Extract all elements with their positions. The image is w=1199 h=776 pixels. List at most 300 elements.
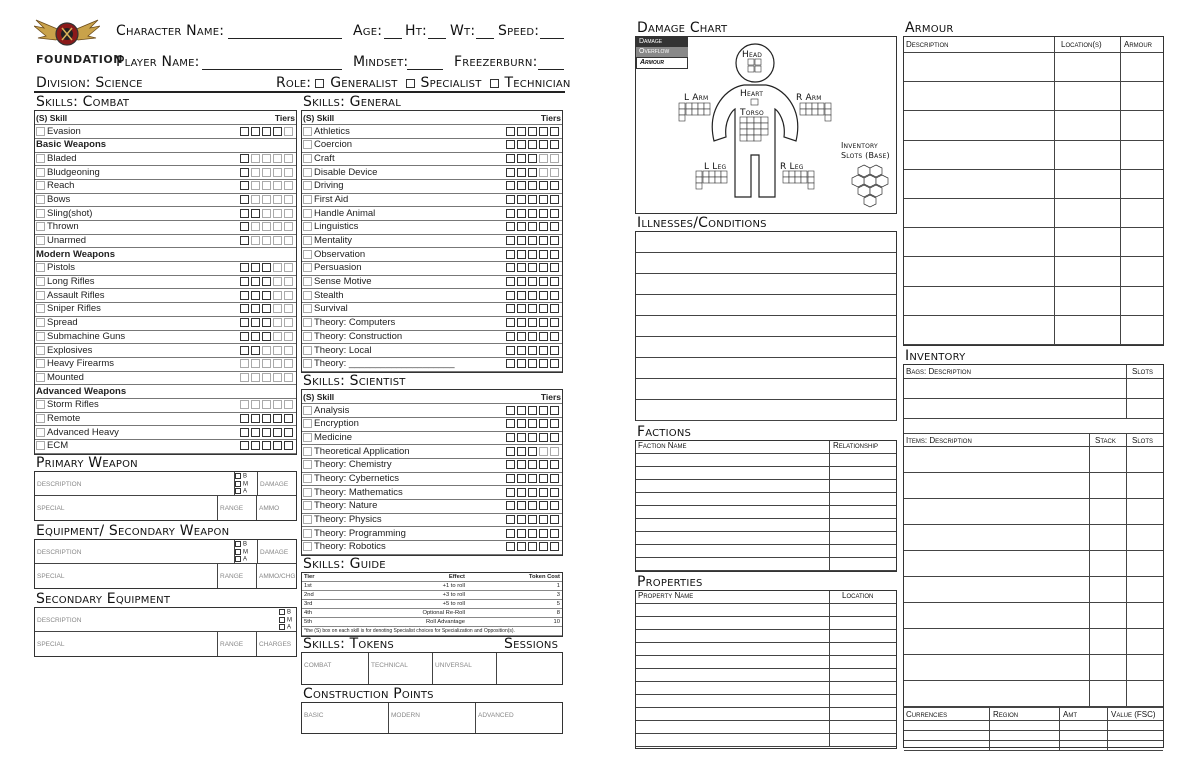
tier-checkbox[interactable] bbox=[262, 181, 271, 190]
tier-checkbox[interactable] bbox=[273, 332, 282, 341]
tier-checkbox[interactable] bbox=[528, 447, 537, 456]
tier-checkbox[interactable] bbox=[251, 222, 260, 231]
table-cell[interactable] bbox=[1090, 655, 1127, 680]
specialist-checkbox[interactable] bbox=[303, 140, 312, 149]
table-cell[interactable] bbox=[904, 141, 1055, 169]
tier-checkbox[interactable] bbox=[550, 488, 559, 497]
condition-line[interactable] bbox=[636, 274, 896, 295]
table-cell[interactable] bbox=[904, 447, 1090, 472]
table-cell[interactable] bbox=[1127, 681, 1163, 706]
tier-checkbox[interactable] bbox=[251, 332, 260, 341]
table-cell[interactable] bbox=[1108, 741, 1163, 750]
table-cell[interactable] bbox=[636, 682, 830, 694]
table-cell[interactable] bbox=[830, 493, 896, 505]
tier-checkbox[interactable] bbox=[528, 318, 537, 327]
table-cell[interactable] bbox=[636, 669, 830, 681]
tier-checkbox[interactable] bbox=[550, 332, 559, 341]
specialist-checkbox[interactable] bbox=[303, 488, 312, 497]
table-cell[interactable] bbox=[904, 399, 1127, 418]
secondary-b-checkbox[interactable] bbox=[279, 609, 285, 615]
tier-checkbox[interactable] bbox=[240, 236, 249, 245]
tier-checkbox[interactable] bbox=[251, 168, 260, 177]
tier-checkbox[interactable] bbox=[240, 277, 249, 286]
primary-m-checkbox[interactable] bbox=[235, 481, 241, 487]
table-cell[interactable] bbox=[1090, 525, 1127, 550]
specialist-checkbox[interactable] bbox=[303, 406, 312, 415]
tier-checkbox[interactable] bbox=[517, 154, 526, 163]
tier-checkbox[interactable] bbox=[539, 209, 548, 218]
table-cell[interactable] bbox=[1121, 199, 1163, 227]
specialist-checkbox[interactable] bbox=[303, 304, 312, 313]
tier-checkbox[interactable] bbox=[517, 474, 526, 483]
specialist-checkbox[interactable] bbox=[36, 400, 45, 409]
tier-checkbox[interactable] bbox=[550, 304, 559, 313]
equipment-ammo-field[interactable] bbox=[257, 564, 296, 588]
secondary-m-checkbox[interactable] bbox=[279, 617, 285, 623]
tier-checkbox[interactable] bbox=[517, 168, 526, 177]
table-cell[interactable] bbox=[1121, 170, 1163, 198]
specialist-checkbox[interactable] bbox=[303, 447, 312, 456]
specialist-checkbox[interactable] bbox=[303, 474, 312, 483]
tier-checkbox[interactable] bbox=[240, 222, 249, 231]
tier-checkbox[interactable] bbox=[506, 195, 515, 204]
specialist-checkbox[interactable] bbox=[36, 277, 45, 286]
specialist-checkbox[interactable] bbox=[36, 346, 45, 355]
tier-checkbox[interactable] bbox=[539, 250, 548, 259]
tier-checkbox[interactable] bbox=[506, 460, 515, 469]
specialist-checkbox[interactable] bbox=[36, 209, 45, 218]
tier-checkbox[interactable] bbox=[273, 428, 282, 437]
table-cell[interactable] bbox=[830, 519, 896, 531]
tier-checkbox[interactable] bbox=[284, 359, 293, 368]
table-cell[interactable] bbox=[830, 480, 896, 492]
tier-checkbox[interactable] bbox=[517, 250, 526, 259]
table-cell[interactable] bbox=[904, 379, 1127, 398]
basic-points-field[interactable] bbox=[302, 703, 389, 733]
tier-checkbox[interactable] bbox=[251, 373, 260, 382]
tier-checkbox[interactable] bbox=[539, 406, 548, 415]
table-cell[interactable] bbox=[636, 480, 830, 492]
condition-line[interactable] bbox=[636, 316, 896, 337]
tier-checkbox[interactable] bbox=[273, 359, 282, 368]
specialist-checkbox[interactable] bbox=[303, 332, 312, 341]
tier-checkbox[interactable] bbox=[284, 346, 293, 355]
table-cell[interactable] bbox=[1127, 629, 1163, 654]
tier-checkbox[interactable] bbox=[240, 154, 249, 163]
tier-checkbox[interactable] bbox=[539, 332, 548, 341]
tier-checkbox[interactable] bbox=[539, 277, 548, 286]
secondary-description-field[interactable] bbox=[35, 608, 285, 632]
specialist-checkbox[interactable] bbox=[303, 529, 312, 538]
tier-checkbox[interactable] bbox=[550, 168, 559, 177]
specialist-checkbox[interactable] bbox=[36, 428, 45, 437]
tier-checkbox[interactable] bbox=[273, 373, 282, 382]
tier-checkbox[interactable] bbox=[506, 277, 515, 286]
tier-checkbox[interactable] bbox=[506, 346, 515, 355]
specialist-checkbox[interactable] bbox=[303, 181, 312, 190]
tier-checkbox[interactable] bbox=[506, 304, 515, 313]
freezerburn-field[interactable] bbox=[538, 69, 564, 70]
table-cell[interactable] bbox=[904, 525, 1090, 550]
secondary-special-field[interactable] bbox=[35, 632, 218, 656]
tier-checkbox[interactable] bbox=[517, 529, 526, 538]
tier-checkbox[interactable] bbox=[539, 460, 548, 469]
tier-checkbox[interactable] bbox=[528, 291, 537, 300]
tier-checkbox[interactable] bbox=[539, 222, 548, 231]
tier-checkbox[interactable] bbox=[262, 359, 271, 368]
table-cell[interactable] bbox=[990, 721, 1060, 730]
specialist-checkbox[interactable] bbox=[36, 127, 45, 136]
tier-checkbox[interactable] bbox=[262, 318, 271, 327]
equipment-description-field[interactable] bbox=[35, 540, 235, 564]
tier-checkbox[interactable] bbox=[273, 277, 282, 286]
tier-checkbox[interactable] bbox=[273, 222, 282, 231]
specialist-checkbox[interactable] bbox=[303, 154, 312, 163]
table-cell[interactable] bbox=[1127, 447, 1163, 472]
tier-checkbox[interactable] bbox=[550, 140, 559, 149]
tier-checkbox[interactable] bbox=[240, 168, 249, 177]
tier-checkbox[interactable] bbox=[528, 529, 537, 538]
tier-checkbox[interactable] bbox=[251, 304, 260, 313]
tier-checkbox[interactable] bbox=[528, 222, 537, 231]
table-cell[interactable] bbox=[830, 643, 896, 655]
tier-checkbox[interactable] bbox=[550, 263, 559, 272]
table-cell[interactable] bbox=[1090, 473, 1127, 498]
tier-checkbox[interactable] bbox=[528, 460, 537, 469]
tier-checkbox[interactable] bbox=[517, 433, 526, 442]
primary-ammo-field[interactable] bbox=[257, 496, 296, 520]
table-cell[interactable] bbox=[904, 731, 990, 740]
table-cell[interactable] bbox=[636, 734, 830, 746]
table-cell[interactable] bbox=[636, 695, 830, 707]
specialist-checkbox[interactable] bbox=[303, 277, 312, 286]
player-name-field[interactable] bbox=[202, 69, 342, 70]
tier-checkbox[interactable] bbox=[273, 346, 282, 355]
tier-checkbox[interactable] bbox=[506, 433, 515, 442]
tier-checkbox[interactable] bbox=[251, 154, 260, 163]
tier-checkbox[interactable] bbox=[528, 168, 537, 177]
table-cell[interactable] bbox=[1121, 82, 1163, 110]
specialist-checkbox[interactable] bbox=[303, 515, 312, 524]
secondary-a-checkbox[interactable] bbox=[279, 624, 285, 630]
tier-checkbox[interactable] bbox=[506, 291, 515, 300]
tier-checkbox[interactable] bbox=[528, 263, 537, 272]
tier-checkbox[interactable] bbox=[550, 346, 559, 355]
tier-checkbox[interactable] bbox=[550, 195, 559, 204]
table-cell[interactable] bbox=[636, 643, 830, 655]
equipment-b-checkbox[interactable] bbox=[235, 541, 241, 547]
tier-checkbox[interactable] bbox=[284, 209, 293, 218]
tier-checkbox[interactable] bbox=[539, 263, 548, 272]
table-cell[interactable] bbox=[904, 603, 1090, 628]
tier-checkbox[interactable] bbox=[506, 236, 515, 245]
tier-checkbox[interactable] bbox=[284, 414, 293, 423]
tier-checkbox[interactable] bbox=[240, 304, 249, 313]
specialist-checkbox[interactable] bbox=[303, 359, 312, 368]
tier-checkbox[interactable] bbox=[251, 127, 260, 136]
tier-checkbox[interactable] bbox=[528, 488, 537, 497]
tier-checkbox[interactable] bbox=[284, 373, 293, 382]
table-cell[interactable] bbox=[1090, 499, 1127, 524]
tier-checkbox[interactable] bbox=[528, 127, 537, 136]
table-cell[interactable] bbox=[830, 695, 896, 707]
tier-checkbox[interactable] bbox=[251, 428, 260, 437]
table-cell[interactable] bbox=[636, 708, 830, 720]
tier-checkbox[interactable] bbox=[240, 441, 249, 450]
tier-checkbox[interactable] bbox=[506, 529, 515, 538]
tier-checkbox[interactable] bbox=[539, 168, 548, 177]
table-cell[interactable] bbox=[1060, 731, 1108, 740]
universal-tokens-field[interactable] bbox=[433, 653, 497, 684]
table-cell[interactable] bbox=[904, 316, 1055, 344]
tier-checkbox[interactable] bbox=[539, 318, 548, 327]
tier-checkbox[interactable] bbox=[273, 209, 282, 218]
tier-checkbox[interactable] bbox=[240, 346, 249, 355]
table-cell[interactable] bbox=[1060, 741, 1108, 750]
tier-checkbox[interactable] bbox=[539, 474, 548, 483]
specialist-checkbox[interactable] bbox=[36, 222, 45, 231]
tier-checkbox[interactable] bbox=[539, 236, 548, 245]
specialist-checkbox[interactable] bbox=[303, 263, 312, 272]
tier-checkbox[interactable] bbox=[517, 277, 526, 286]
character-name-field[interactable] bbox=[228, 38, 342, 39]
tier-checkbox[interactable] bbox=[517, 332, 526, 341]
table-cell[interactable] bbox=[904, 721, 990, 730]
specialist-checkbox[interactable] bbox=[36, 373, 45, 382]
tier-checkbox[interactable] bbox=[550, 209, 559, 218]
table-cell[interactable] bbox=[830, 669, 896, 681]
specialist-checkbox[interactable] bbox=[303, 127, 312, 136]
tier-checkbox[interactable] bbox=[240, 127, 249, 136]
tier-checkbox[interactable] bbox=[550, 181, 559, 190]
tier-checkbox[interactable] bbox=[284, 441, 293, 450]
equipment-damage-field[interactable] bbox=[257, 540, 296, 564]
table-cell[interactable] bbox=[904, 473, 1090, 498]
tier-checkbox[interactable] bbox=[240, 400, 249, 409]
condition-line[interactable] bbox=[636, 379, 896, 400]
tier-checkbox[interactable] bbox=[240, 373, 249, 382]
tier-checkbox[interactable] bbox=[550, 433, 559, 442]
tier-checkbox[interactable] bbox=[506, 447, 515, 456]
tier-checkbox[interactable] bbox=[528, 250, 537, 259]
table-cell[interactable] bbox=[904, 228, 1055, 256]
tier-checkbox[interactable] bbox=[506, 542, 515, 551]
table-cell[interactable] bbox=[1055, 111, 1121, 139]
tier-checkbox[interactable] bbox=[528, 542, 537, 551]
tier-checkbox[interactable] bbox=[517, 501, 526, 510]
technician-checkbox[interactable] bbox=[490, 79, 499, 88]
table-cell[interactable] bbox=[1121, 111, 1163, 139]
tier-checkbox[interactable] bbox=[251, 277, 260, 286]
table-cell[interactable] bbox=[904, 170, 1055, 198]
table-cell[interactable] bbox=[1127, 499, 1163, 524]
table-cell[interactable] bbox=[990, 741, 1060, 750]
tier-checkbox[interactable] bbox=[284, 291, 293, 300]
tier-checkbox[interactable] bbox=[550, 318, 559, 327]
tier-checkbox[interactable] bbox=[262, 304, 271, 313]
table-cell[interactable] bbox=[1055, 228, 1121, 256]
table-cell[interactable] bbox=[636, 604, 830, 616]
specialist-checkbox[interactable] bbox=[36, 332, 45, 341]
table-cell[interactable] bbox=[1121, 257, 1163, 285]
table-cell[interactable] bbox=[1090, 603, 1127, 628]
table-cell[interactable] bbox=[636, 506, 830, 518]
tier-checkbox[interactable] bbox=[273, 195, 282, 204]
tier-checkbox[interactable] bbox=[240, 414, 249, 423]
tier-checkbox[interactable] bbox=[251, 414, 260, 423]
primary-damage-field[interactable] bbox=[257, 472, 296, 496]
tier-checkbox[interactable] bbox=[240, 318, 249, 327]
tier-checkbox[interactable] bbox=[262, 154, 271, 163]
tier-checkbox[interactable] bbox=[528, 419, 537, 428]
tier-checkbox[interactable] bbox=[284, 318, 293, 327]
tier-checkbox[interactable] bbox=[506, 250, 515, 259]
tier-checkbox[interactable] bbox=[517, 209, 526, 218]
technical-tokens-field[interactable] bbox=[369, 653, 433, 684]
table-cell[interactable] bbox=[904, 499, 1090, 524]
specialist-checkbox[interactable] bbox=[303, 318, 312, 327]
specialist-checkbox[interactable] bbox=[303, 195, 312, 204]
tier-checkbox[interactable] bbox=[262, 168, 271, 177]
tier-checkbox[interactable] bbox=[251, 209, 260, 218]
table-cell[interactable] bbox=[636, 630, 830, 642]
tier-checkbox[interactable] bbox=[517, 140, 526, 149]
table-cell[interactable] bbox=[636, 493, 830, 505]
table-cell[interactable] bbox=[1090, 681, 1127, 706]
specialist-checkbox[interactable] bbox=[303, 419, 312, 428]
table-cell[interactable] bbox=[636, 558, 830, 570]
table-cell[interactable] bbox=[990, 731, 1060, 740]
tier-checkbox[interactable] bbox=[506, 488, 515, 497]
modern-points-field[interactable] bbox=[389, 703, 476, 733]
tier-checkbox[interactable] bbox=[517, 236, 526, 245]
tier-checkbox[interactable] bbox=[251, 346, 260, 355]
tier-checkbox[interactable] bbox=[506, 332, 515, 341]
table-cell[interactable] bbox=[1108, 721, 1163, 730]
tier-checkbox[interactable] bbox=[539, 447, 548, 456]
table-cell[interactable] bbox=[904, 257, 1055, 285]
tier-checkbox[interactable] bbox=[240, 209, 249, 218]
specialist-checkbox[interactable] bbox=[36, 154, 45, 163]
tier-checkbox[interactable] bbox=[539, 154, 548, 163]
tier-checkbox[interactable] bbox=[517, 515, 526, 524]
specialist-checkbox[interactable] bbox=[36, 441, 45, 450]
tier-checkbox[interactable] bbox=[506, 263, 515, 272]
specialist-checkbox[interactable] bbox=[36, 359, 45, 368]
tier-checkbox[interactable] bbox=[528, 474, 537, 483]
table-cell[interactable] bbox=[1090, 447, 1127, 472]
tier-checkbox[interactable] bbox=[539, 346, 548, 355]
table-cell[interactable] bbox=[830, 604, 896, 616]
tier-checkbox[interactable] bbox=[251, 400, 260, 409]
tier-checkbox[interactable] bbox=[539, 542, 548, 551]
height-field[interactable] bbox=[428, 38, 446, 39]
table-cell[interactable] bbox=[904, 111, 1055, 139]
table-cell[interactable] bbox=[636, 656, 830, 668]
table-cell[interactable] bbox=[1055, 316, 1121, 344]
table-cell[interactable] bbox=[1121, 53, 1163, 81]
specialist-checkbox[interactable] bbox=[36, 291, 45, 300]
tier-checkbox[interactable] bbox=[506, 419, 515, 428]
condition-line[interactable] bbox=[636, 337, 896, 358]
tier-checkbox[interactable] bbox=[240, 428, 249, 437]
tier-checkbox[interactable] bbox=[517, 222, 526, 231]
tier-checkbox[interactable] bbox=[539, 181, 548, 190]
tier-checkbox[interactable] bbox=[506, 501, 515, 510]
generalist-checkbox[interactable] bbox=[315, 79, 324, 88]
tier-checkbox[interactable] bbox=[506, 515, 515, 524]
tier-checkbox[interactable] bbox=[506, 209, 515, 218]
tier-checkbox[interactable] bbox=[273, 127, 282, 136]
table-cell[interactable] bbox=[830, 532, 896, 544]
tier-checkbox[interactable] bbox=[273, 304, 282, 313]
tier-checkbox[interactable] bbox=[262, 400, 271, 409]
tier-checkbox[interactable] bbox=[506, 127, 515, 136]
specialist-checkbox[interactable] bbox=[303, 236, 312, 245]
tier-checkbox[interactable] bbox=[550, 406, 559, 415]
table-cell[interactable] bbox=[830, 734, 896, 746]
table-cell[interactable] bbox=[904, 551, 1090, 576]
tier-checkbox[interactable] bbox=[517, 460, 526, 469]
specialist-checkbox[interactable] bbox=[36, 181, 45, 190]
table-cell[interactable] bbox=[904, 53, 1055, 81]
tier-checkbox[interactable] bbox=[539, 195, 548, 204]
tier-checkbox[interactable] bbox=[506, 406, 515, 415]
table-cell[interactable] bbox=[1090, 577, 1127, 602]
tier-checkbox[interactable] bbox=[284, 154, 293, 163]
table-cell[interactable] bbox=[1055, 82, 1121, 110]
table-cell[interactable] bbox=[1121, 316, 1163, 344]
tier-checkbox[interactable] bbox=[251, 441, 260, 450]
table-cell[interactable] bbox=[1055, 141, 1121, 169]
table-cell[interactable] bbox=[1127, 473, 1163, 498]
table-cell[interactable] bbox=[1127, 525, 1163, 550]
tier-checkbox[interactable] bbox=[528, 181, 537, 190]
tier-checkbox[interactable] bbox=[506, 474, 515, 483]
table-cell[interactable] bbox=[904, 741, 990, 750]
tier-checkbox[interactable] bbox=[539, 515, 548, 524]
tier-checkbox[interactable] bbox=[273, 263, 282, 272]
tier-checkbox[interactable] bbox=[528, 515, 537, 524]
specialist-checkbox[interactable] bbox=[303, 433, 312, 442]
table-cell[interactable] bbox=[636, 454, 830, 466]
tier-checkbox[interactable] bbox=[284, 236, 293, 245]
specialist-checkbox[interactable] bbox=[36, 236, 45, 245]
table-cell[interactable] bbox=[1121, 287, 1163, 315]
tier-checkbox[interactable] bbox=[273, 181, 282, 190]
age-field[interactable] bbox=[384, 38, 402, 39]
condition-line[interactable] bbox=[636, 253, 896, 274]
tier-checkbox[interactable] bbox=[240, 195, 249, 204]
tier-checkbox[interactable] bbox=[262, 373, 271, 382]
table-cell[interactable] bbox=[1127, 603, 1163, 628]
tier-checkbox[interactable] bbox=[262, 209, 271, 218]
tier-checkbox[interactable] bbox=[517, 359, 526, 368]
tier-checkbox[interactable] bbox=[539, 127, 548, 136]
tier-checkbox[interactable] bbox=[284, 195, 293, 204]
table-cell[interactable] bbox=[636, 519, 830, 531]
specialist-checkbox[interactable] bbox=[303, 501, 312, 510]
tier-checkbox[interactable] bbox=[528, 332, 537, 341]
tier-checkbox[interactable] bbox=[517, 263, 526, 272]
tier-checkbox[interactable] bbox=[517, 542, 526, 551]
tier-checkbox[interactable] bbox=[550, 127, 559, 136]
tier-checkbox[interactable] bbox=[506, 359, 515, 368]
tier-checkbox[interactable] bbox=[262, 263, 271, 272]
specialist-checkbox[interactable] bbox=[303, 168, 312, 177]
tier-checkbox[interactable] bbox=[550, 501, 559, 510]
condition-line[interactable] bbox=[636, 400, 896, 421]
